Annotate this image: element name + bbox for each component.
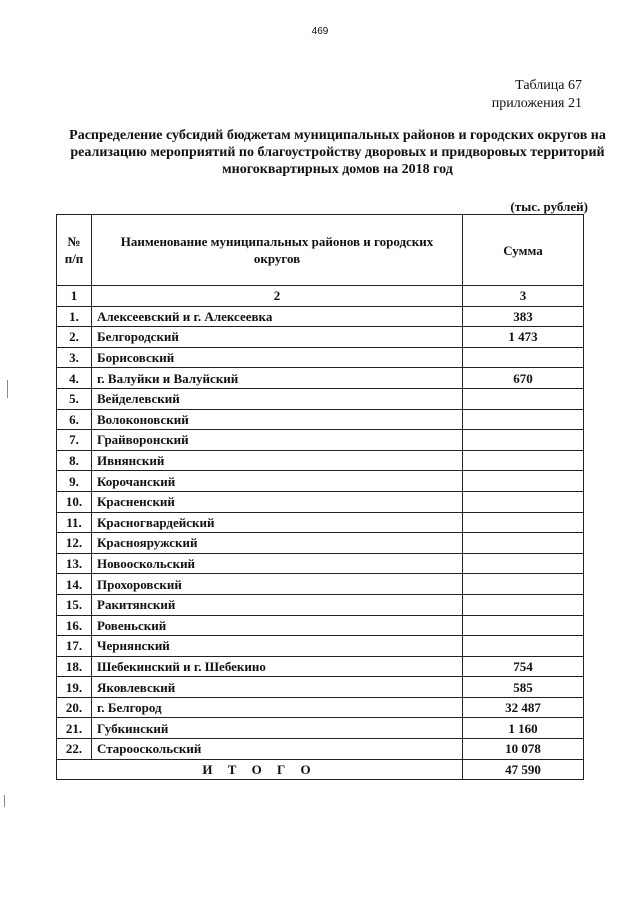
table-row <box>57 636 584 657</box>
table-row <box>57 553 584 574</box>
row-sum: 585 <box>463 677 584 698</box>
table-caption-line1: Таблица 67 <box>515 78 582 93</box>
row-num: 14. <box>57 574 92 595</box>
row-sum: 670 <box>463 368 584 389</box>
row-num: 16. <box>57 615 92 636</box>
table-row <box>57 656 584 677</box>
row-sum <box>463 594 584 615</box>
row-sum: 1 473 <box>463 327 584 348</box>
unit-label: (тыс. рублей) <box>510 199 588 214</box>
row-sum <box>463 533 584 554</box>
table-caption-line2: приложения 21 <box>491 96 582 111</box>
header-sum: Сумма <box>463 215 584 286</box>
table-row <box>57 697 584 718</box>
row-num: 5. <box>57 388 92 409</box>
table-row <box>57 327 584 348</box>
row-sum <box>463 471 584 492</box>
row-name: Алексеевский и г. Алексеевка <box>92 306 463 327</box>
table-row <box>57 368 584 389</box>
row-name: Корочанский <box>92 471 463 492</box>
row-num: 18. <box>57 656 92 677</box>
row-sum: 754 <box>463 656 584 677</box>
row-sum: 32 487 <box>463 697 584 718</box>
row-name: Новооскольский <box>92 553 463 574</box>
row-num: 11. <box>57 512 92 533</box>
row-sum <box>463 512 584 533</box>
row-name: Губкинский <box>92 718 463 739</box>
row-num: 2. <box>57 327 92 348</box>
row-name: Краснояружский <box>92 533 463 554</box>
scan-mark <box>4 795 5 807</box>
document-title: Распределение субсидий бюджетам муниципальных районов и городских округов на реализацию мероприятий по благоустройству дворовых и придворовых территорий многоквартирных домов на 2018 год <box>69 128 606 177</box>
row-name: г. Белгород <box>92 697 463 718</box>
row-name: Прохоровский <box>92 574 463 595</box>
row-name: Яковлевский <box>92 677 463 698</box>
total-row <box>57 759 584 780</box>
row-num: 21. <box>57 718 92 739</box>
header-num: № п/п <box>57 215 92 286</box>
row-name: Старооскольский <box>92 739 463 760</box>
table-row <box>57 594 584 615</box>
row-num: 1. <box>57 306 92 327</box>
row-num: 15. <box>57 594 92 615</box>
index-cell: 1 <box>57 286 92 307</box>
row-name: Вейделевский <box>92 388 463 409</box>
row-num: 9. <box>57 471 92 492</box>
row-num: 13. <box>57 553 92 574</box>
row-num: 12. <box>57 533 92 554</box>
row-name: Красненский <box>92 491 463 512</box>
row-name: г. Валуйки и Валуйский <box>92 368 463 389</box>
table-row <box>57 430 584 451</box>
row-sum <box>463 574 584 595</box>
table-row <box>57 677 584 698</box>
row-sum: 383 <box>463 306 584 327</box>
table-row <box>57 615 584 636</box>
header-name: Наименование муниципальных районов и городских округов <box>92 215 463 286</box>
row-name: Борисовский <box>92 347 463 368</box>
row-num: 4. <box>57 368 92 389</box>
row-sum: 10 078 <box>463 739 584 760</box>
table-row <box>57 471 584 492</box>
total-label: И Т О Г О <box>57 759 463 780</box>
row-sum <box>463 409 584 430</box>
table-row <box>57 388 584 409</box>
row-num: 7. <box>57 430 92 451</box>
row-num: 17. <box>57 636 92 657</box>
row-name: Волоконовский <box>92 409 463 430</box>
total-sum: 47 590 <box>463 759 584 780</box>
index-cell: 3 <box>463 286 584 307</box>
row-name: Ракитянский <box>92 594 463 615</box>
index-cell: 2 <box>92 286 463 307</box>
table-row <box>57 409 584 430</box>
row-sum <box>463 450 584 471</box>
row-num: 10. <box>57 491 92 512</box>
row-sum <box>463 347 584 368</box>
row-num: 6. <box>57 409 92 430</box>
row-sum <box>463 388 584 409</box>
row-name: Чернянский <box>92 636 463 657</box>
table-row <box>57 574 584 595</box>
row-sum <box>463 491 584 512</box>
table-row <box>57 533 584 554</box>
row-num: 3. <box>57 347 92 368</box>
page-number: 469 <box>311 26 329 37</box>
row-name: Шебекинский и г. Шебекино <box>92 656 463 677</box>
row-num: 20. <box>57 697 92 718</box>
table-body <box>57 286 584 780</box>
table-row <box>57 718 584 739</box>
table-row <box>57 306 584 327</box>
row-sum <box>463 430 584 451</box>
table-caption <box>492 77 582 113</box>
table-row <box>57 512 584 533</box>
row-sum: 1 160 <box>463 718 584 739</box>
table-row <box>57 739 584 760</box>
row-sum <box>463 636 584 657</box>
row-num: 19. <box>57 677 92 698</box>
table-row <box>57 491 584 512</box>
column-index-row <box>57 286 584 307</box>
row-num: 22. <box>57 739 92 760</box>
scan-mark <box>7 380 8 398</box>
row-name: Грайворонский <box>92 430 463 451</box>
subsidy-table <box>56 214 584 780</box>
row-num: 8. <box>57 450 92 471</box>
row-name: Красногвардейский <box>92 512 463 533</box>
table-row <box>57 450 584 471</box>
table-row <box>57 347 584 368</box>
row-sum <box>463 553 584 574</box>
row-name: Белгородский <box>92 327 463 348</box>
table-header-row <box>57 215 584 286</box>
row-name: Ивнянский <box>92 450 463 471</box>
row-sum <box>463 615 584 636</box>
row-name: Ровеньский <box>92 615 463 636</box>
